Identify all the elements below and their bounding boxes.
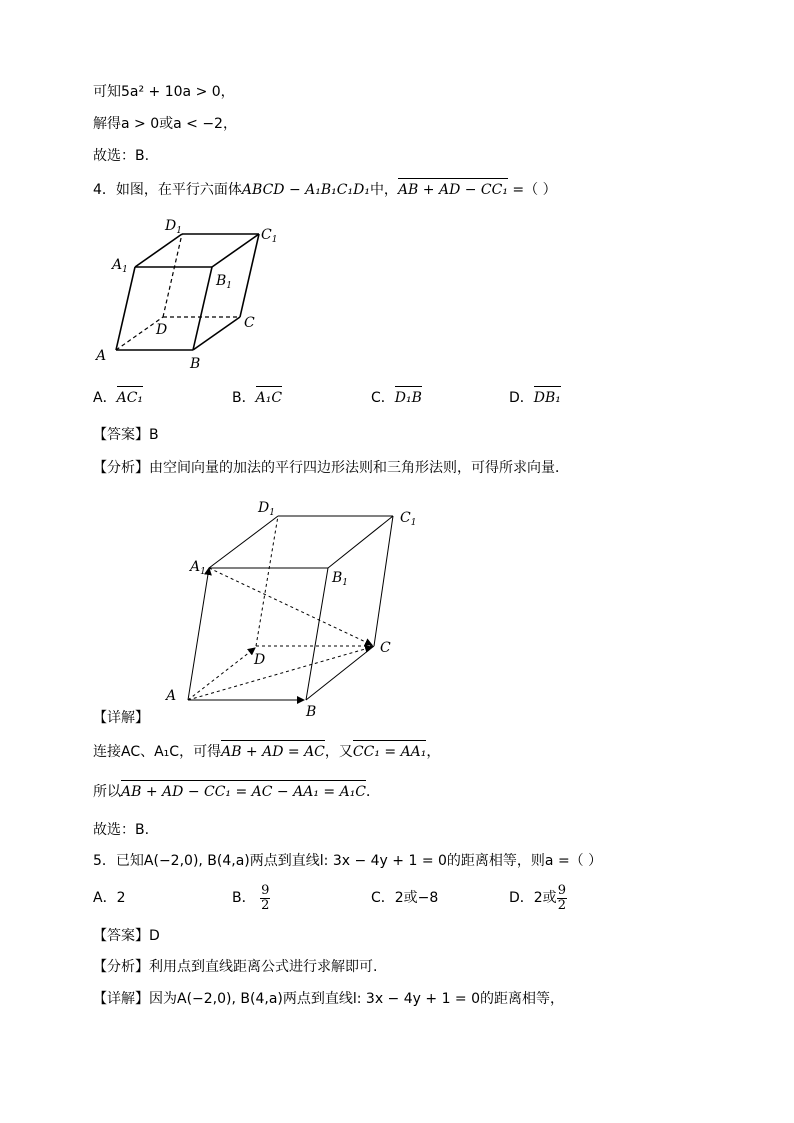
q5-option-b-letter: B． [232, 890, 256, 906]
q4-choice: 故选：B. [93, 822, 150, 838]
q5-option-d[interactable] [509, 881, 567, 915]
q5-b-numerator: 9 [261, 882, 270, 898]
fig2-label-A1: $A_1$ [190, 559, 206, 577]
q5-option-c[interactable]: C．2或−8 [371, 890, 439, 906]
q4-d2-end: ． [366, 784, 381, 800]
q4-option-b-letter: B． [232, 390, 256, 406]
q4-analysis: 【分析】由空间向量的加法的平行四边形法则和三角形法则，可得所求向量． [93, 460, 569, 476]
q4-vector-expression: AB + AD − CC₁ [397, 182, 508, 198]
vector-AD [188, 648, 255, 700]
q4-d1-and: ，又 [324, 744, 353, 760]
label-C: C [244, 315, 255, 331]
fig2-label-C: C [380, 640, 391, 656]
q4-d1-end: ， [426, 744, 441, 760]
fig2-label-D1: $D_1$ [258, 500, 275, 518]
edge-A1D1 [209, 516, 278, 568]
q5-detail: 【详解】因为A(−2,0), B(4,a)两点到直线l: 3x − 4y + 1 = 0的距离相等， [93, 991, 565, 1007]
q5-answer: 【答案】D [93, 928, 160, 944]
q5-option-d-letter: D．2或 [509, 890, 557, 906]
edge-AA1 [116, 267, 135, 350]
fig2-label-B1: $B_1$ [332, 570, 349, 588]
edge-CC1 [240, 234, 259, 317]
fig2-label-D: D [254, 652, 266, 668]
label-A1: $A_1$ [112, 257, 128, 275]
q4-option-c-vector: D₁B [394, 390, 422, 406]
question-5-stem: 5．已知A(−2,0), B(4,a)两点到直线l: 3x − 4y + 1 = 0的距离相等，则a =（ ） [93, 853, 603, 869]
edge-A1D1 [135, 234, 182, 267]
q5-option-b-fraction [260, 884, 270, 913]
parallelepiped-figure-1 [90, 210, 280, 380]
q4-d1-vector-eq: CC₁ = AA₁ [352, 744, 427, 760]
label-B: B [190, 356, 201, 372]
parallelepiped-figure-2 [160, 500, 430, 725]
q4-option-a-letter: A． [93, 390, 117, 406]
q4-option-a-vector: AC₁ [116, 390, 144, 406]
q4-option-d-vector: DB₁ [533, 390, 561, 406]
q4-end: =（ ） [507, 182, 557, 198]
q5-option-a[interactable]: A．2 [93, 890, 126, 906]
q4-option-d-letter: D． [509, 390, 534, 406]
q4-option-d[interactable] [509, 388, 561, 408]
q4-option-c-letter: C． [371, 390, 395, 406]
question-4-stem [93, 180, 557, 200]
edge-B1C1 [328, 516, 393, 568]
fig2-label-B: B [306, 704, 317, 720]
q5-option-d-fraction [557, 884, 567, 913]
edge-BC [306, 646, 374, 700]
q4-d1-vector-sum: AB + AD = AC [221, 744, 325, 760]
q4-option-b[interactable] [232, 388, 282, 408]
q5-d-numerator: 9 [557, 882, 566, 898]
edge-CC1 [374, 516, 393, 646]
q4-option-c[interactable] [371, 388, 422, 408]
vector-AA1 [188, 568, 209, 700]
edge-BB1 [306, 568, 328, 700]
q5-option-b[interactable] [232, 881, 270, 915]
q4-option-b-vector: A₁C [255, 390, 283, 406]
q5-b-denominator: 2 [261, 897, 270, 913]
q4-detail-line-1 [93, 742, 440, 762]
q4-d1-text: 连接AC、A₁C，可得 [93, 744, 222, 760]
label-A: A [96, 348, 107, 364]
vector-AC [188, 647, 372, 700]
edge-DD1-hidden [163, 234, 182, 317]
label-D1: $D_1$ [165, 218, 182, 236]
text-line-3: 故选：B. [93, 148, 150, 164]
q4-prefix: 4．如图，在平行六面体 [93, 182, 242, 198]
text-line-1: 可知5a² + 10a > 0， [93, 84, 235, 100]
q4-detail-line-2 [93, 782, 380, 802]
fig2-label-C1: $C_1$ [400, 510, 417, 528]
label-D: D [156, 322, 168, 338]
q4-detail-label: 【详解】 [93, 710, 149, 726]
label-C1: $C_1$ [261, 227, 278, 245]
q4-mid: 中， [369, 182, 398, 198]
q4-answer: 【答案】B [93, 427, 159, 443]
text-line-2: 解得a > 0或a < −2， [93, 116, 237, 132]
fig2-label-A: A [166, 688, 177, 704]
q4-solid-name: ABCD − A₁B₁C₁D₁ [241, 182, 370, 198]
label-B1: $B_1$ [216, 273, 233, 291]
q4-d2-text: 所以 [93, 784, 121, 800]
q4-option-a[interactable] [93, 388, 143, 408]
q5-d-denominator: 2 [557, 897, 566, 913]
q4-d2-vector-chain: AB + AD − CC₁ = AC − AA₁ = A₁C [121, 784, 367, 800]
edge-DD1-hidden [256, 516, 278, 646]
q5-analysis: 【分析】利用点到直线距离公式进行求解即可. [93, 959, 378, 975]
edge-BB1 [193, 267, 212, 350]
